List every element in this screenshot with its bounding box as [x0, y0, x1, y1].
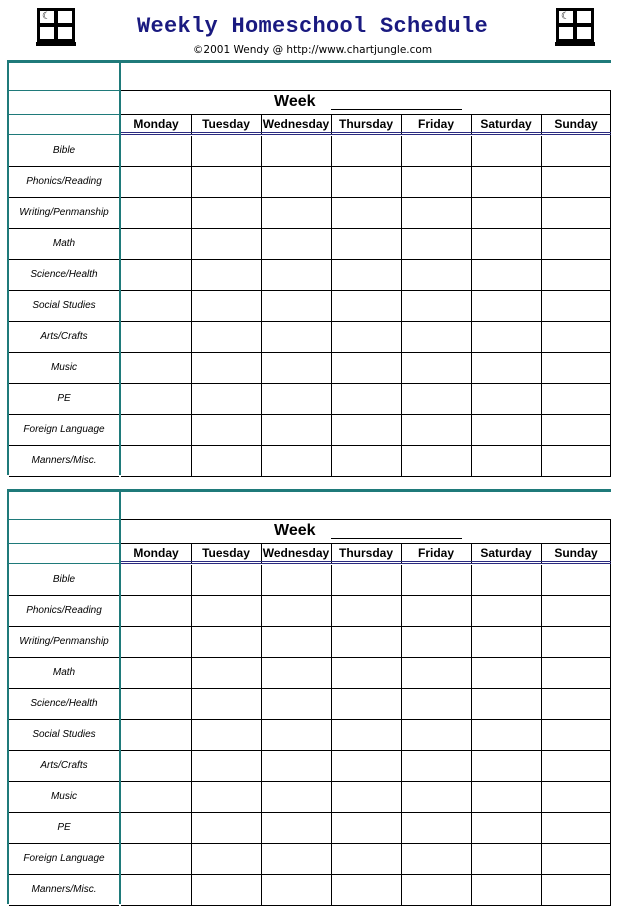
row-divider	[121, 719, 611, 720]
grid-cell-divider	[191, 689, 192, 720]
subject-row-divider	[9, 781, 119, 782]
subject-label: Science/Health	[30, 269, 98, 280]
grid-cell-divider	[261, 596, 262, 627]
grid-cell-divider	[261, 136, 262, 167]
row-divider	[121, 874, 611, 875]
grid-cell-divider	[331, 751, 332, 782]
grid-cell-divider	[191, 782, 192, 813]
grid-cell-divider	[401, 720, 402, 751]
week-row-top-line	[121, 519, 611, 520]
table-top-border	[7, 489, 611, 492]
day-header-divider	[541, 543, 542, 563]
grid-cell-divider	[401, 229, 402, 260]
subject-label: Math	[52, 667, 76, 678]
day-header-divider	[261, 543, 262, 563]
subject-label: Social Studies	[32, 729, 96, 740]
row-divider	[121, 414, 611, 415]
copyright-line: ©2001 Wendy @ http://www.chartjungle.com	[192, 44, 433, 56]
grid-cell-divider	[261, 844, 262, 875]
day-header-saturday: Saturday	[480, 117, 532, 131]
day-header-divider	[401, 543, 402, 563]
grid-cell-divider	[471, 813, 472, 844]
row-divider	[121, 657, 611, 658]
day-header-divider	[191, 543, 192, 563]
grid-cell-divider	[471, 353, 472, 384]
subject-row-divider	[9, 750, 119, 751]
header-double-line	[121, 561, 611, 562]
subject-row-divider	[9, 874, 119, 875]
grid-cell-divider	[331, 136, 332, 167]
grid-cell-divider	[191, 198, 192, 229]
subject-row-divider	[9, 843, 119, 844]
subject-label: Music	[50, 791, 78, 802]
grid-cell-divider	[191, 446, 192, 477]
subject-label: Foreign Language	[23, 853, 105, 864]
grid-cell-divider	[471, 229, 472, 260]
grid-cell-divider	[471, 844, 472, 875]
subject-row-divider	[9, 812, 119, 813]
grid-cell-divider	[401, 658, 402, 689]
grid-cell-divider	[401, 291, 402, 322]
day-header-monday: Monday	[133, 117, 179, 131]
subject-row-divider	[9, 321, 119, 322]
day-header-divider	[471, 543, 472, 563]
grid-cell-divider	[191, 353, 192, 384]
window-moon-icon-right: ☾	[556, 8, 594, 46]
grid-cell-divider	[471, 291, 472, 322]
grid-cell-divider	[331, 658, 332, 689]
grid-cell-divider	[331, 782, 332, 813]
grid-cell-divider	[191, 658, 192, 689]
subject-label: Writing/Penmanship	[19, 207, 109, 218]
table-left-border	[7, 489, 9, 904]
schedule-table-week-2	[7, 489, 611, 904]
grid-cell-divider	[541, 751, 542, 782]
grid-cell-divider	[191, 751, 192, 782]
grid-cell-divider	[191, 596, 192, 627]
subject-label: Phonics/Reading	[26, 176, 102, 187]
grid-cell-divider	[471, 689, 472, 720]
grid-cell-divider	[541, 229, 542, 260]
grid-cell-divider	[261, 658, 262, 689]
subject-label: Music	[50, 362, 78, 373]
row-divider	[121, 290, 611, 291]
grid-cell-divider	[471, 875, 472, 906]
subject-row-divider	[9, 166, 119, 167]
grid-cell-divider	[261, 751, 262, 782]
subject-label: Manners/Misc.	[31, 884, 97, 895]
grid-cell-divider	[401, 384, 402, 415]
day-header-sunday: Sunday	[554, 546, 598, 560]
grid-cell-divider	[261, 415, 262, 446]
grid-cell-divider	[261, 167, 262, 198]
label-row-line	[9, 519, 121, 520]
week-blank-line	[331, 538, 462, 539]
grid-cell-divider	[471, 627, 472, 658]
day-header-divider	[331, 114, 332, 134]
window-moon-icon-left: ☾	[37, 8, 75, 46]
grid-cell-divider	[331, 167, 332, 198]
row-divider	[121, 383, 611, 384]
row-divider	[121, 352, 611, 353]
grid-cell-divider	[471, 446, 472, 477]
grid-cell-divider	[401, 322, 402, 353]
grid-cell-divider	[261, 813, 262, 844]
grid-cell-divider	[191, 384, 192, 415]
subject-row-divider	[9, 259, 119, 260]
subject-label: Foreign Language	[23, 424, 105, 435]
grid-cell-divider	[331, 844, 332, 875]
grid-cell-divider	[471, 782, 472, 813]
grid-cell-divider	[261, 353, 262, 384]
table-right-border	[610, 90, 611, 477]
subject-label: Math	[52, 238, 76, 249]
row-divider	[121, 166, 611, 167]
schedule-table-week-1	[7, 60, 611, 475]
grid-cell-divider	[471, 260, 472, 291]
grid-cell-divider	[471, 384, 472, 415]
day-header-monday: Monday	[133, 546, 179, 560]
grid-cell-divider	[541, 813, 542, 844]
week-row-top-line	[121, 90, 611, 91]
grid-cell-divider	[331, 446, 332, 477]
grid-cell-divider	[541, 689, 542, 720]
grid-cell-divider	[401, 782, 402, 813]
grid-cell-divider	[261, 689, 262, 720]
grid-cell-divider	[191, 167, 192, 198]
grid-cell-divider	[541, 322, 542, 353]
grid-cell-divider	[191, 415, 192, 446]
grid-cell-divider	[331, 198, 332, 229]
grid-cell-divider	[401, 415, 402, 446]
day-header-tuesday: Tuesday	[202, 117, 250, 131]
grid-cell-divider	[331, 720, 332, 751]
grid-cell-divider	[331, 229, 332, 260]
subject-row-divider	[9, 688, 119, 689]
grid-cell-divider	[541, 353, 542, 384]
grid-cell-divider	[471, 565, 472, 596]
grid-cell-divider	[541, 415, 542, 446]
grid-cell-divider	[541, 658, 542, 689]
grid-cell-divider	[401, 446, 402, 477]
row-divider	[121, 843, 611, 844]
grid-cell-divider	[191, 813, 192, 844]
table-top-border	[7, 60, 611, 63]
grid-cell-divider	[191, 720, 192, 751]
day-header-tuesday: Tuesday	[202, 546, 250, 560]
grid-cell-divider	[541, 260, 542, 291]
grid-cell-divider	[191, 260, 192, 291]
grid-cell-divider	[541, 875, 542, 906]
day-header-sunday: Sunday	[554, 117, 598, 131]
day-header-divider	[471, 114, 472, 134]
subject-row-divider	[9, 290, 119, 291]
grid-cell-divider	[331, 384, 332, 415]
subject-label: Arts/Crafts	[40, 331, 88, 342]
subject-header-line	[9, 563, 121, 564]
row-divider	[121, 812, 611, 813]
subject-label: Bible	[52, 145, 76, 156]
day-header-divider	[541, 114, 542, 134]
grid-cell-divider	[191, 875, 192, 906]
week-blank-line	[331, 109, 462, 110]
row-divider	[121, 476, 611, 477]
grid-cell-divider	[261, 875, 262, 906]
grid-cell-divider	[191, 844, 192, 875]
grid-cell-divider	[471, 167, 472, 198]
grid-cell-divider	[191, 291, 192, 322]
row-divider	[121, 228, 611, 229]
week-label: Week	[274, 93, 316, 110]
row-divider	[121, 197, 611, 198]
subject-label: Bible	[52, 574, 76, 585]
day-header-saturday: Saturday	[480, 546, 532, 560]
grid-cell-divider	[471, 596, 472, 627]
subject-row-divider	[9, 905, 119, 906]
subject-label: Phonics/Reading	[26, 605, 102, 616]
page-title: Weekly Homeschool Schedule	[136, 14, 489, 39]
grid-cell-divider	[401, 260, 402, 291]
grid-cell-divider	[331, 415, 332, 446]
grid-cell-divider	[191, 229, 192, 260]
grid-cell-divider	[261, 627, 262, 658]
row-divider	[121, 321, 611, 322]
grid-cell-divider	[401, 565, 402, 596]
grid-cell-divider	[541, 446, 542, 477]
subject-label: Writing/Penmanship	[19, 636, 109, 647]
grid-cell-divider	[471, 136, 472, 167]
subject-row-divider	[9, 595, 119, 596]
label-row-line	[9, 114, 121, 115]
grid-cell-divider	[261, 446, 262, 477]
grid-cell-divider	[331, 291, 332, 322]
grid-cell-divider	[331, 565, 332, 596]
header-double-line	[121, 134, 611, 135]
grid-cell-divider	[261, 782, 262, 813]
grid-cell-divider	[471, 658, 472, 689]
subject-header-line	[9, 134, 121, 135]
week-row-bottom-line	[121, 114, 611, 115]
grid-cell-divider	[331, 813, 332, 844]
day-header-divider	[191, 114, 192, 134]
label-row-line	[9, 90, 121, 91]
grid-cell-divider	[541, 565, 542, 596]
row-divider	[121, 781, 611, 782]
grid-cell-divider	[261, 720, 262, 751]
grid-cell-divider	[541, 596, 542, 627]
grid-cell-divider	[331, 689, 332, 720]
grid-cell-divider	[471, 720, 472, 751]
grid-cell-divider	[541, 627, 542, 658]
grid-cell-divider	[471, 415, 472, 446]
day-header-wednesday: Wednesday	[262, 117, 330, 131]
grid-cell-divider	[401, 596, 402, 627]
grid-cell-divider	[191, 565, 192, 596]
subject-row-divider	[9, 719, 119, 720]
grid-cell-divider	[331, 260, 332, 291]
grid-cell-divider	[191, 627, 192, 658]
grid-cell-divider	[261, 565, 262, 596]
grid-cell-divider	[541, 782, 542, 813]
grid-cell-divider	[261, 384, 262, 415]
grid-cell-divider	[471, 751, 472, 782]
grid-cell-divider	[401, 136, 402, 167]
subject-row-divider	[9, 383, 119, 384]
grid-cell-divider	[261, 260, 262, 291]
day-header-friday: Friday	[417, 117, 454, 131]
row-divider	[121, 626, 611, 627]
grid-cell-divider	[261, 291, 262, 322]
table-right-border	[610, 519, 611, 906]
subject-label: Science/Health	[30, 698, 98, 709]
grid-cell-divider	[541, 198, 542, 229]
grid-cell-divider	[541, 844, 542, 875]
grid-cell-divider	[331, 627, 332, 658]
grid-cell-divider	[541, 720, 542, 751]
grid-cell-divider	[401, 813, 402, 844]
week-row-bottom-line	[121, 543, 611, 544]
grid-cell-divider	[261, 198, 262, 229]
day-header-divider	[261, 114, 262, 134]
subject-label: Manners/Misc.	[31, 455, 97, 466]
grid-cell-divider	[541, 291, 542, 322]
day-header-divider	[401, 114, 402, 134]
subject-label: PE	[57, 822, 71, 833]
label-row-line	[9, 543, 121, 544]
grid-cell-divider	[401, 844, 402, 875]
subject-row-divider	[9, 626, 119, 627]
grid-cell-divider	[191, 136, 192, 167]
row-divider	[121, 688, 611, 689]
subject-row-divider	[9, 657, 119, 658]
day-header-friday: Friday	[417, 546, 454, 560]
grid-cell-divider	[541, 384, 542, 415]
grid-cell-divider	[191, 322, 192, 353]
subject-row-divider	[9, 476, 119, 477]
grid-cell-divider	[401, 751, 402, 782]
grid-cell-divider	[401, 198, 402, 229]
row-divider	[121, 595, 611, 596]
subject-row-divider	[9, 228, 119, 229]
subject-row-divider	[9, 197, 119, 198]
day-header-thursday: Thursday	[338, 546, 393, 560]
grid-cell-divider	[471, 198, 472, 229]
week-label: Week	[274, 522, 316, 539]
grid-cell-divider	[261, 322, 262, 353]
subject-row-divider	[9, 445, 119, 446]
row-divider	[121, 905, 611, 906]
grid-cell-divider	[331, 596, 332, 627]
grid-cell-divider	[261, 229, 262, 260]
table-left-border	[7, 60, 9, 475]
row-divider	[121, 259, 611, 260]
row-divider	[121, 445, 611, 446]
grid-cell-divider	[401, 627, 402, 658]
grid-cell-divider	[401, 875, 402, 906]
row-divider	[121, 750, 611, 751]
grid-cell-divider	[541, 136, 542, 167]
subject-label: Social Studies	[32, 300, 96, 311]
header-double-line	[121, 563, 611, 564]
subject-row-divider	[9, 352, 119, 353]
grid-cell-divider	[471, 322, 472, 353]
grid-cell-divider	[541, 167, 542, 198]
grid-cell-divider	[331, 353, 332, 384]
day-header-divider	[331, 543, 332, 563]
subject-row-divider	[9, 414, 119, 415]
grid-cell-divider	[401, 353, 402, 384]
grid-cell-divider	[331, 322, 332, 353]
grid-cell-divider	[401, 167, 402, 198]
day-header-wednesday: Wednesday	[262, 546, 330, 560]
grid-cell-divider	[331, 875, 332, 906]
grid-cell-divider	[401, 689, 402, 720]
subject-label: Arts/Crafts	[40, 760, 88, 771]
day-header-thursday: Thursday	[338, 117, 393, 131]
subject-label: PE	[57, 393, 71, 404]
header-double-line	[121, 132, 611, 133]
